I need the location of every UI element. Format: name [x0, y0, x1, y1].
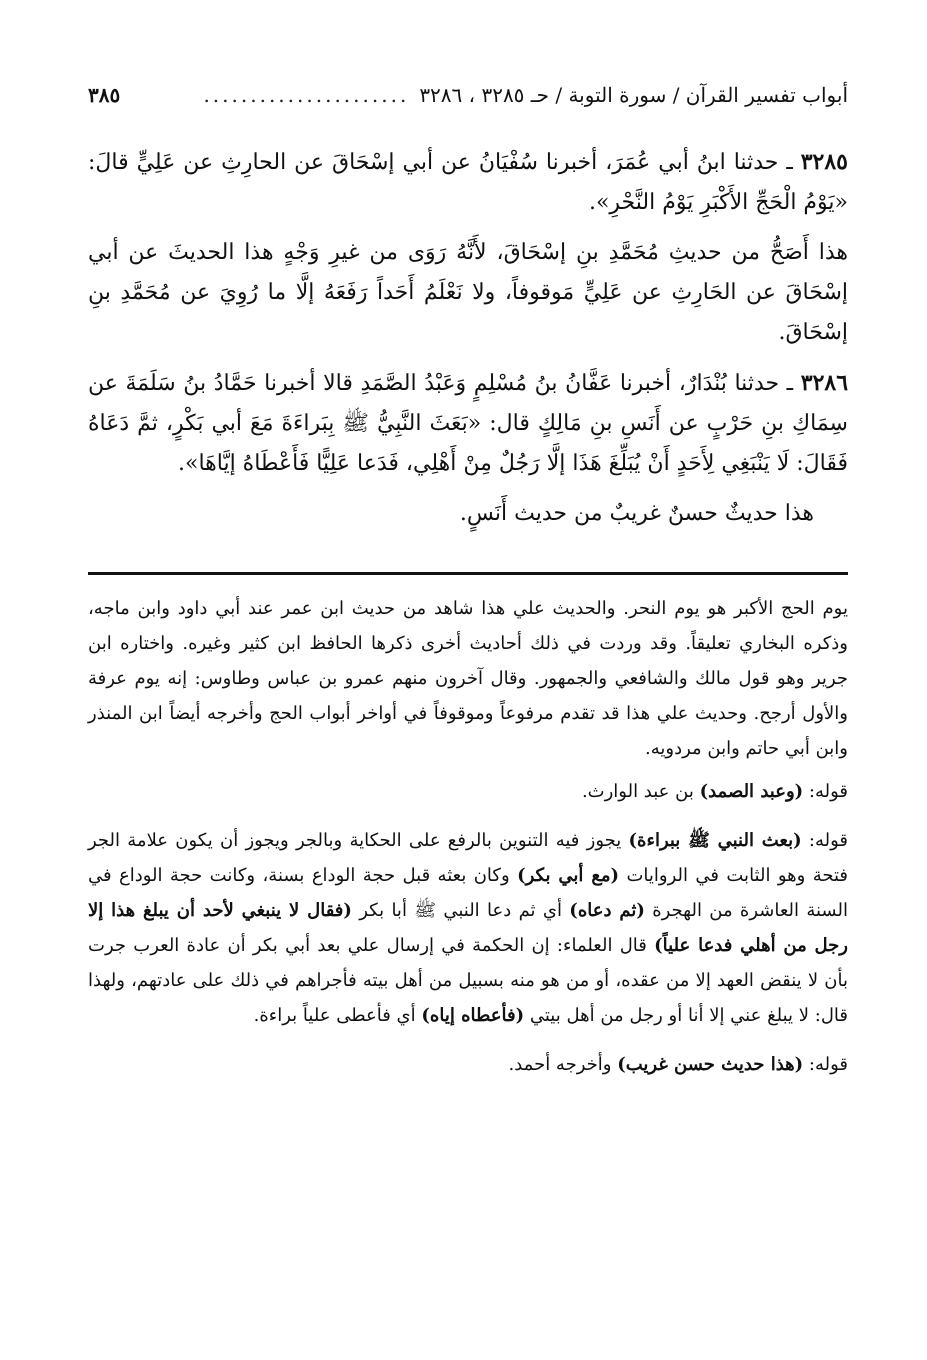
footnote-divider	[88, 572, 848, 575]
main-text	[88, 142, 848, 534]
footnote-lead: قوله:	[808, 1054, 848, 1075]
footnote-2	[88, 774, 848, 809]
grading-paragraph: هذا حديثٌ حسنٌ غريبٌ من حديث أَنَسٍ.	[459, 501, 814, 526]
footnote-lead: قوله:	[808, 781, 848, 802]
book-page	[88, 78, 848, 1096]
footnote-quote: (بعث النبي ﷺ ببراءة)	[628, 830, 802, 851]
hadith-text: ـ حدثنا ابنُ أبي عُمَرَ، أخبرنا سُفْيَانُ عن أبي إسْحَاقَ عن الحارِثِ عن عَلِيٍّ قالَ: «يَوْمُ الْحَجِّ الأَكْبَرِ يَوْمُ النَّحْرِ».	[88, 150, 848, 215]
footnote-quote: (وعبد الصمد)	[699, 781, 804, 802]
hadith-text: ـ حدثنا بُنْدَارٌ، أخبرنا عَفَّانُ بنُ مُسْلِمٍ وَعَبْدُ الصَّمَدِ قالا أخبرنا حَمَّادُ بنُ سَلَمَةَ عن سِمَاكِ بنِ حَرْبٍ عن أَنَسِ بنِ مَالِكٍ قال: «بَعَثَ النَّبِيُّ ﷺ بِبَراءَةَ مَعَ أبي بَكْرٍ، ثمَّ دَعَاهُ فَقَالَ: لَا يَنْبَغِي لِأَحَدٍ أَنْ يُبَلِّغَ هَذَا إلَّا رَجُلٌ مِنْ أَهْلِي، فَدَعا عَلِيًّا فَأَعْطَاهُ إيَّاهَا».	[88, 371, 848, 476]
footnote-text: وكان بعثه قبل حجة الوداع بسنة، وكانت حجة الوداع في السنة العاشرة من الهجرة	[88, 865, 848, 921]
footnote-text: يجوز فيه التنوين بالرفع على الحكاية وبالجر ويجوز أن يكون علامة الجر فتحة وهو الثابت في الروايات	[88, 830, 849, 886]
header-leader-dots: ......................	[203, 83, 410, 107]
footnote-text: وأخرجه أحمد.	[508, 1054, 612, 1075]
hadith-number: ٣٢٨٥	[800, 149, 848, 175]
footnote-text: أي فأعطى علياً براءة.	[253, 1005, 416, 1026]
footnote-quote: (مع أبي بكر)	[517, 865, 620, 886]
footnote-text: أي ثم دعا النبي ﷺ أبا بكر	[359, 900, 562, 921]
commentary-paragraph: هذا أَصَحُّ من حديثِ مُحَمَّدِ بنِ إسْحَاقَ، لأَنَّهُ رَوَى من غيرِ وَجْهٍ هذا الحديثَ عن أبي إسْحَاقَ عن الحَارِثِ عن عَلِيٍّ مَوقوفاً، ولا نَعْلَمُ أَحَداً رَفَعَهُ إلَّا ما رُوِيَ عن مُحَمَّدِ بنِ إسْحَاقَ.	[88, 240, 848, 345]
running-header	[88, 78, 848, 112]
footnote-lead: قوله:	[808, 830, 848, 851]
footnotes	[88, 591, 848, 1082]
header-title: أبواب تفسير القرآن / سورة التوبة / حـ ٣٢٨٥ ، ٣٢٨٦	[419, 83, 848, 107]
hadith-3286	[88, 363, 848, 484]
footnote-text: بن عبد الوارث.	[581, 781, 694, 802]
footnote-1: يوم الحج الأكبر هو يوم النحر. والحديث علي هذا شاهد من حديث ابن عمر عند أبي داود وابن ماجه، وذكره البخاري تعليقاً. وقد وردت في ذلك أحاديث أخرى ذكرها الحافظ ابن كثير وغيره. واختاره ابن جرير وهو قول مالك والشافعي والجمهور. وقال آخرون منهم عمرو بن عباس وطاوس: إنه يوم عرفة والأول أرجح. وحديث علي هذا قد تقدم مرفوعاً وموقوفاً في أواخر أبواب الحج وأخرجه أيضاً ابن المنذر وابن أبي حاتم وابن مردويه.	[88, 598, 848, 759]
footnote-text: قال العلماء: إن الحكمة في إرسال علي بعد أبي بكر أن عادة العرب جرت بأن لا ينقض العهد إلا من عقده، أو من هو منه بسبيل من أهل بيته فأجراهم في ذلك على عادتهم، ولهذا قال: لا يبلغ عني إلا أنا أو رجل من أهل بيتي	[88, 935, 848, 1026]
footnote-quote: (هذا حديث حسن غريب)	[617, 1054, 804, 1075]
page-number: ٣٨٥	[88, 83, 121, 107]
hadith-3285	[88, 142, 848, 223]
footnote-quote: (فقال لا ينبغي لأحد أن يبلغ هذا إلا رجل من أهلي فدعا علياً)	[88, 900, 848, 956]
footnote-3	[88, 823, 848, 1033]
hadith-number: ٣٢٨٦	[800, 370, 849, 396]
footnote-quote: (فأعطاه إياه)	[421, 1005, 525, 1026]
footnote-4	[88, 1047, 848, 1082]
footnote-quote: (ثم دعاه)	[569, 900, 645, 921]
